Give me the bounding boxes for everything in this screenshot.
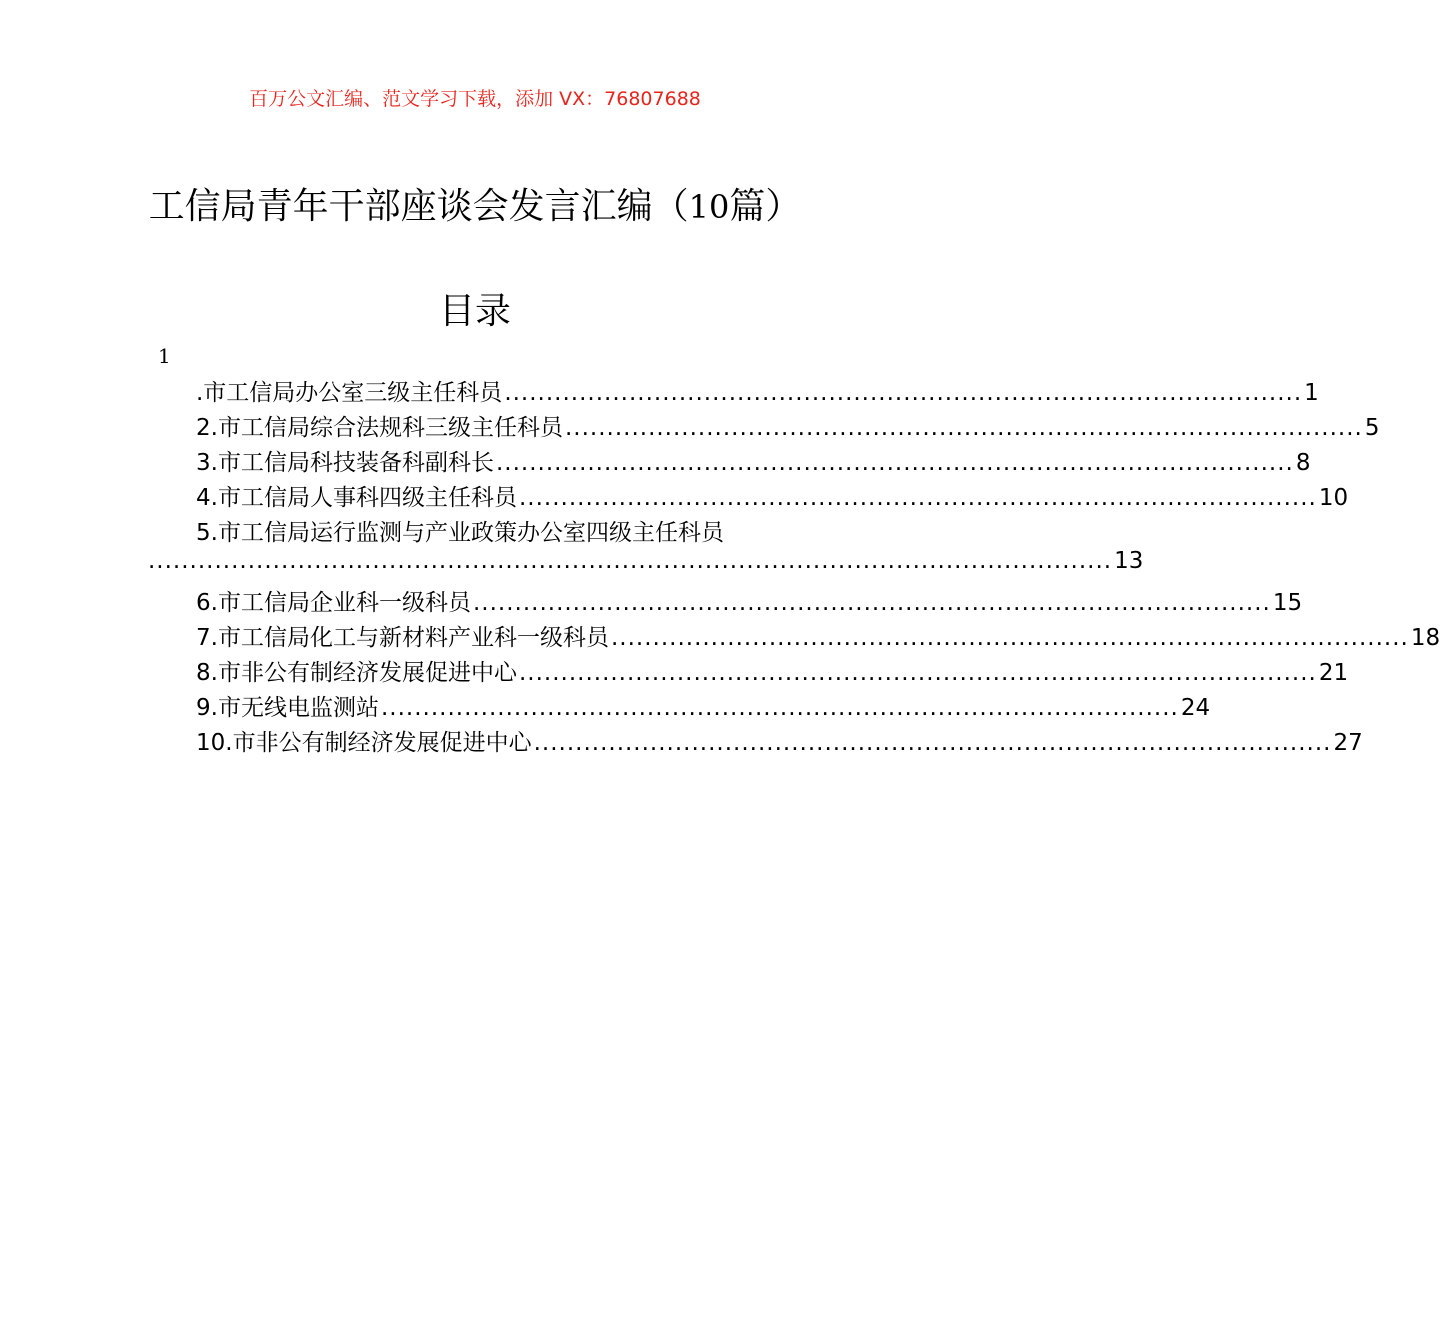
toc-entry-label: 7.市工信局化工与新材料产业科一级科员	[196, 625, 609, 651]
toc-leader-dots: ................................................................................................	[380, 695, 1179, 721]
toc-entry-label: 10.市非公有制经济发展促进中心	[196, 730, 532, 756]
toc-entry-7[interactable]	[196, 619, 1440, 653]
toc-leader-dots: ................................................................................................	[495, 450, 1294, 476]
toc-entry-label: .市工信局办公室三级主任科员	[196, 380, 503, 406]
toc-entry-5-continuation[interactable]	[146, 548, 1144, 582]
toc-leader-dots: ................................................................................................	[610, 625, 1409, 651]
toc-heading: 目录	[438, 291, 511, 332]
toc-leader-dots: ................................................................................................	[564, 415, 1363, 441]
toc-entry-page: 10	[1318, 485, 1349, 511]
toc-entry-label: 2.市工信局综合法规科三级主任科员	[196, 415, 563, 441]
toc-entry-page: 1	[1304, 380, 1319, 406]
toc-entry-page: 13	[1114, 548, 1144, 574]
title-count: 10	[688, 188, 730, 226]
toc-entry-label: 3.市工信局科技装备科副科长	[196, 450, 494, 476]
toc-entry-page: 27	[1333, 730, 1363, 756]
toc-leader-dots: ....................................................................................................................	[148, 548, 1113, 574]
download-notice: 百万公文汇编、范文学习下载，添加 VX：76807688	[249, 88, 701, 110]
toc-entry-9[interactable]	[196, 689, 1211, 723]
toc-entry-label: 5.市工信局运行监测与产业政策办公室四级主任科员	[196, 520, 724, 546]
toc-entry-8[interactable]	[196, 654, 1349, 688]
toc-entry-page: 18	[1410, 625, 1440, 651]
toc-entry-label: 4.市工信局人事科四级主任科员	[196, 485, 517, 511]
toc-entry-label: 8.市非公有制经济发展促进中心	[196, 660, 517, 686]
toc-entry-1[interactable]	[196, 374, 1319, 408]
toc-entry-page: 8	[1295, 450, 1311, 476]
toc-entry-5[interactable]	[196, 514, 806, 548]
title-text-before: 工信局青年干部座谈会发言汇编（	[148, 186, 689, 227]
document-title	[0, 178, 950, 229]
toc-entry-label: 9.市无线电监测站	[196, 695, 379, 721]
toc-entry-page: 15	[1272, 590, 1303, 616]
toc-entry-3[interactable]	[196, 444, 1311, 478]
toc-stray-number: 1	[158, 344, 171, 368]
toc-leader-dots: ................................................................................................	[518, 485, 1317, 511]
toc-entry-6[interactable]	[196, 584, 1303, 618]
toc-leader-dots: ................................................................................................	[533, 730, 1332, 756]
toc-entry-10[interactable]	[196, 724, 1363, 758]
toc-leader-dots: ................................................................................................	[504, 380, 1303, 406]
toc-leader-dots: ................................................................................................	[518, 660, 1317, 686]
toc-entry-2[interactable]	[196, 409, 1380, 443]
toc-leader-dots: ................................................................................................	[472, 590, 1271, 616]
toc-entry-page: 21	[1318, 660, 1349, 686]
title-text-after: 篇）	[729, 186, 802, 227]
toc-entry-page: 5	[1364, 415, 1380, 441]
toc-entry-4[interactable]	[196, 479, 1349, 513]
toc-entry-label: 6.市工信局企业科一级科员	[196, 590, 471, 616]
toc-entry-page: 24	[1180, 695, 1211, 721]
